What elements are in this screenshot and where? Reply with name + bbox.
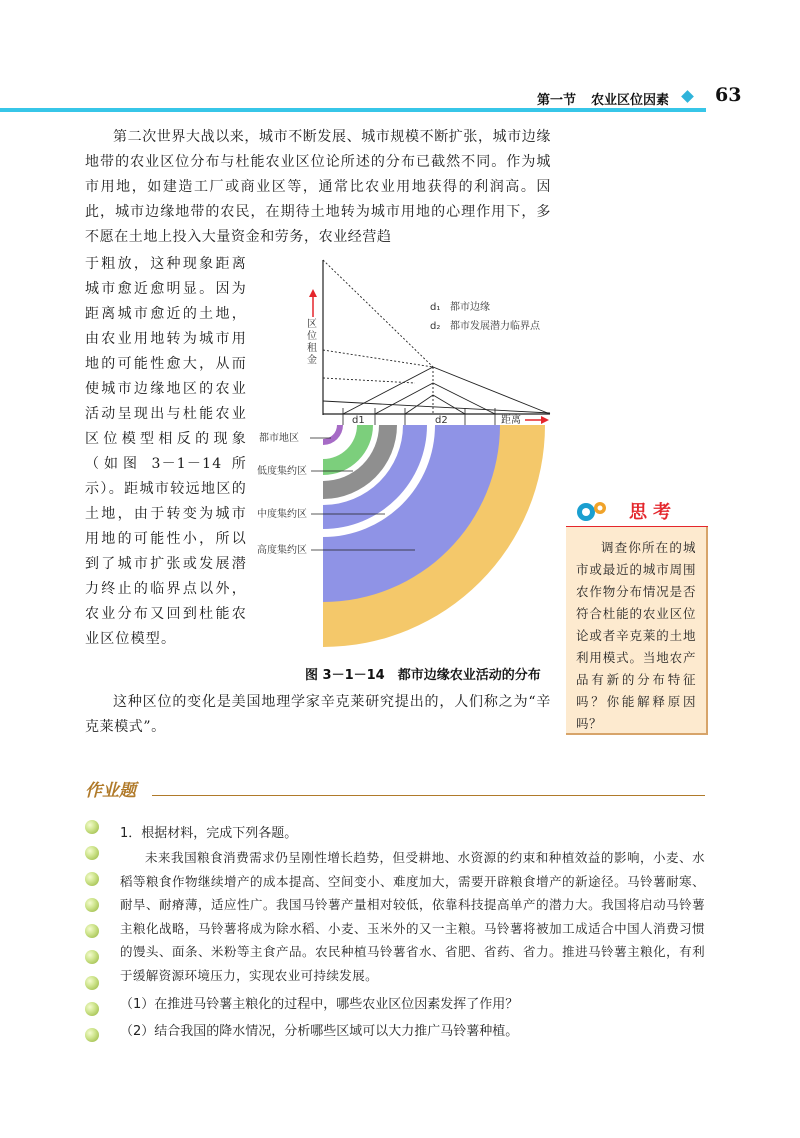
x-axis-label: 距离 bbox=[501, 415, 521, 426]
bullet-icon bbox=[85, 976, 99, 990]
header-rule bbox=[0, 108, 706, 112]
homework-title: 作业题 bbox=[85, 781, 136, 801]
zone-label-urban: 都市地区 bbox=[259, 433, 299, 444]
question-1: 1．根据材料，完成下列各题。 bbox=[120, 826, 298, 841]
rent-curves bbox=[323, 260, 550, 414]
sinclair-model-figure bbox=[255, 255, 555, 665]
header-title: 农业区位因素 bbox=[591, 93, 670, 108]
paragraph-3: 这种区位的变化是美国地理学家辛克莱研究提出的，人们称之为“辛克莱模式”。 bbox=[85, 694, 551, 735]
zone-label-medium: 中度集约区 bbox=[257, 509, 307, 520]
header-section: 第一节 bbox=[537, 93, 577, 108]
bullet-icon bbox=[85, 1002, 99, 1016]
bullet-icon bbox=[85, 820, 99, 834]
page-number: 63 bbox=[715, 84, 742, 106]
think-text: 调查你所在的城市或最近的城市周围农作物分布情况是否符合杜能的农业区位论或者辛克莱的土地利用模式。当地农产品有新的分布特征吗？你能解释原因吗？ bbox=[576, 540, 696, 731]
question-material: 未来我国粮食消费需求仍呈刚性增长趋势，但受耕地、水资源的约束和种植效益的影响，小麦、水稻等粮食作物继续增产的成本提高、空间变小、难度加大，需要开辟粮食增产的新途径。马铃薯耐寒、耐旱、耐瘠薄，适应性广。我国马铃薯产量相对较低，依靠科技提高单产的潜力大。我国将启动马铃薯主粮化战略，马铃薯将成为除水稻、小麦、玉米外的又一主粮。马铃薯将被加工成适合中国人消费习惯的馒头、面条、米粉等主食产品。农民种植马铃薯省水、省肥、省药、省力。推进马铃薯主粮化，有利于缓解资源环境压力，实现农业可持续发展。 bbox=[120, 850, 705, 983]
bullet-icon bbox=[85, 872, 99, 886]
paragraph-2: 于粗放，这种现象距离城市愈近愈明显。因为距离城市愈近的土地，由农业用地转为城市用地的可能性愈大，从而使城市边缘地区的农业活动呈现出与杜能农业区位模型相反的现象（如图 3－1－14 所示）。距城市较远地区的土地，由于转变为城市用地的可能性小，所以到了城市扩张或发展潜力终止的临界点以外，农业分布又回到杜能农业区位模型。 bbox=[85, 256, 247, 647]
bullet-icon bbox=[85, 1028, 99, 1042]
bullet-icon bbox=[85, 950, 99, 964]
legend-key-d1: d₁ bbox=[430, 302, 441, 313]
legend-text-d2: 都市发展潜力临界点 bbox=[450, 321, 540, 332]
legend-text-d1: 都市边缘 bbox=[450, 302, 490, 313]
sub-question-2: （2）结合我国的降水情况，分析哪些区域可以大力推广马铃薯种植。 bbox=[120, 1024, 519, 1039]
y-axis-label: 区位租金 bbox=[307, 319, 317, 366]
bullet-icon bbox=[85, 898, 99, 912]
axis-mark-d2: d2 bbox=[435, 415, 448, 426]
diamond-icon bbox=[681, 90, 694, 103]
zone-label-high: 高度集约区 bbox=[257, 545, 307, 556]
gear-icon bbox=[577, 502, 606, 521]
bullet-icon bbox=[85, 924, 99, 938]
think-title: 思考 bbox=[629, 502, 677, 523]
bullet-icon bbox=[85, 846, 99, 860]
homework-rule bbox=[152, 795, 705, 796]
figure-caption: 图 3－1－14 都市边缘农业活动的分布 bbox=[305, 668, 541, 683]
axis-mark-d1: d1 bbox=[352, 415, 365, 426]
zone-label-low: 低度集约区 bbox=[257, 466, 307, 477]
paragraph-1: 第二次世界大战以来，城市不断发展、城市规模不断扩张，城市边缘地带的农业区位分布与杜能农业区位论所述的分布已截然不同。作为城市用地，如建造工厂或商业区等，通常比农业用地获得的利润高。因此，城市边缘地带的农民，在期待土地转为城市用地的心理作用下，多不愿在土地上投入大量资金和劳务，农业经营趋 bbox=[85, 129, 551, 245]
sub-question-1: （1）在推进马铃薯主粮化的过程中，哪些农业区位因素发挥了作用？ bbox=[120, 997, 519, 1012]
zone-rings bbox=[323, 425, 545, 647]
legend-key-d2: d₂ bbox=[430, 321, 441, 332]
